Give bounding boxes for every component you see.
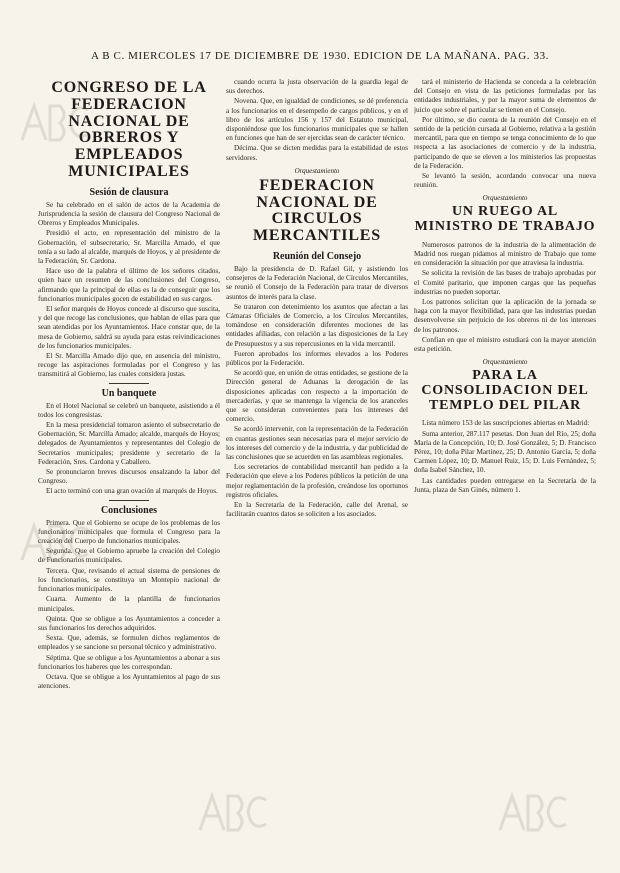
paragraph: Por último, se dio cuenta de la reunión del Consejo en el sentido de la petición cursada al Gobierno, relativa a la gestión mercantil, para que en tiempo se tenga conocimiento de lo que respecta a las asociaciones de comercio y de la industria, participando de que se eleven a los ministerios las propuestas de la Federación. <box>414 115 596 170</box>
paragraph: Numerosos patronos de la industria de la alimentación de Madrid nos ruegan pidamos al ministro de Trabajo que tome en consideración la situación por que atraviesa la industria. <box>414 240 596 268</box>
subhead-conclusiones: Conclusiones <box>100 504 158 516</box>
headline-circulos: FEDERACION NACIONAL DE CIRCULOS MERCANTILES <box>253 176 381 245</box>
paragraph: Se trataron con detenimiento los asuntos que afectan a las Cámaras Oficiales de Comercio, a los Círculos Mercantiles, tomándose en consideración diferentes mociones de las entidades afiliadas, con relación a las disposiciones de la Ley de Presupuestos y a sus repercusiones en la vida mercantil. <box>226 302 408 348</box>
paragraph: Octava. Que se obligue a los Ayuntamientos al pago de sus atenciones. <box>38 672 220 691</box>
rule-label: Orquestamiento <box>482 358 528 367</box>
paragraph: Los patronos solicitan que la aplicación de la jornada se haga con la mayor flexibilidad, para que las industrias puedan desenvolverse sin perjuicio de los obreros ni de los intereses de los patronos. <box>414 298 596 334</box>
paragraph: Lista número 153 de las suscripciones abiertas en Madrid: <box>422 419 590 428</box>
divider <box>109 500 149 501</box>
paragraph: Se levantó la sesión, acordando convocar una nueva reunión. <box>414 172 596 190</box>
paragraph: El señor marqués de Hoyos concede al discurso que suscita, y del que recoge las conclusiones, que hablan de ellas para que sean atendidas por los Ayuntamientos. Hace constar que, de la mesa de Gobierno, saldrá su ayuda para estas reivindicaciones de los funcionarios municipales. <box>38 305 220 350</box>
headline-ruego: UN RUEGO AL MINISTRO DE TRABAJO <box>414 204 596 235</box>
paragraph: Quinta. Que se obligue a los Ayuntamientos a conceder a sus funcionarios los derechos adquiridos. <box>38 614 220 632</box>
paragraph: tará el ministerio de Hacienda se conceda a la celebración del Consejo en vista de las peticiones formuladas por las entidades industriales, y por la mayor suma de elementos de juicio que sobre el particular se tienen en el Consejo. <box>414 78 596 114</box>
paragraph: Se pronunciaron breves discursos ensalzando la labor del Congreso. <box>38 468 220 486</box>
column-1 <box>38 78 220 848</box>
page-header: A B C. MIERCOLES 17 DE DICIEMBRE DE 1930. EDICION DE LA MAÑANA. PAG. 33. <box>90 50 550 62</box>
paragraph: Se solicita la revisión de las bases de trabajo aprobadas por el Comité paritario, que imponen cargas que las pequeñas industrias no pueden soportar. <box>414 269 596 296</box>
paragraph: Tercera. Que, revisando el actual sistema de pensiones de los funcionarios, se constituya un Montepío nacional de funcionarios municipales. <box>38 566 220 594</box>
paragraph: Se ha celebrado en el salón de actos de la Academia de Jurisprudencia la sesión de clausura del Congreso Nacional de Obreros y Empleados Municipales. <box>38 200 220 228</box>
paragraph: Bajo la presidencia de D. Rafael Gil, y asistiendo los consejeros de la Federación Nacional, de Círculos Mercantiles, se reunió el Consejo de la Federación para tratar de diversos asuntos de interés para la clase. <box>226 265 408 301</box>
paragraph: Suma anterior, 287.117 pesetas. Don Juan del Río, 25; doña María de la Concepción, 10; D. José González, 5; D. Francisco Pérez, 10; doña Pilar Martínez, 25; D. Antonio García, 5; doña Carmen López, 10; D. Manuel Ruiz, 15; D. Luis Fernández, 5; doña Isabel Sánchez, 10. <box>414 429 596 475</box>
paragraph: Los secretarios de contabilidad mercantil han pedido a la Federación que eleve a los Poderes públicos la petición de una mejor reglamentación de la profesión, creándose los oportunos registros oficiales. <box>226 463 408 499</box>
paragraph: Séptima. Que se obligue a los Ayuntamientos a abonar a sus funcionarios los haberes que les correspondan. <box>38 653 220 671</box>
subhead-banquete: Un banquete <box>101 387 157 399</box>
paragraph: Presidió el acto, en representación del ministro de la Gobernación, el subsecretario, Sr. Marcilla Amado, el que tenía a su lado al alcalde, marqués de Hoyos, y al presidente de la Federación, Sr. Cardona. <box>38 229 220 265</box>
paragraph: Sexta. Que, además, se formulen dichos reglamentos de empleados y se sancione su personal técnico y administrativo. <box>38 634 220 652</box>
paragraph: Las cantidades pueden entregarse en la Secretaría de la Junta, plaza de San Ginés, número 1. <box>414 476 596 494</box>
column-2 <box>226 78 408 848</box>
paragraph: Fueron aprobados los informes elevados a los Poderes públicos por la Federación. <box>226 349 408 368</box>
rule-label: Orquestamiento <box>482 194 528 203</box>
paragraph: El acto terminó con una gran ovación al marqués de Hoyos. <box>46 487 218 496</box>
paragraph: Confían en que el ministro estudiará con la mayor atención esta petición. <box>414 335 596 354</box>
divider <box>109 383 149 384</box>
paragraph: Hace uso de la palabra el último de los señores citados, quien hace un resumen de las conclusiones del Congreso, afirmando que la principal de ellas es la de conseguir que los funcionarios municipales gocen de estabilidad en sus cargos. <box>38 267 220 303</box>
subhead-sesion: Sesión de clausura <box>89 186 169 198</box>
paragraph: Se acordó intervenir, con la representación de la Federación en cuantas gestiones sean necesarias para el mejor servicio de los intereses del comercio y de la industria, y dar publicidad de las conclusiones que se acuerden en las asambleas regionales. <box>226 425 408 462</box>
paragraph: En la Secretaría de la Federación, calle del Arenal, se facilitarán cuantos datos se soliciten a los asociados. <box>226 501 408 519</box>
paragraph: En la mesa presidencial tomaron asiento el subsecretario de Gobernación, Sr. Marcilla Amado; alcalde, marqués de Hoyos; delegados de Ayuntamientos y representantes del Colegio de Secretarios municipales; presidente y secretario de la Federación, Sres. Cardona y Caballero. <box>38 421 220 466</box>
headline-pilar: PARA LA CONSOLIDACION DEL TEMPLO DEL PILAR <box>421 368 589 413</box>
rule-label: Orquestamiento <box>294 166 340 175</box>
paragraph: Novena. Que, en igualdad de condiciones, se dé preferencia a los funcionarios en el desempeño de cargos públicos, y en el libro de los artículos 156 y 157 del Estatuto municipal, disponiéndose que los funcionarios municipales que se hallen en funciones que han de ser ejercidas sean de carácter técnico. <box>226 97 408 143</box>
paragraph: Primera. Que el Gobierno se ocupe de los problemas de los funcionarios municipales que formula el Congreso para la creación del Cuerpo de funcionarios municipales. <box>38 518 220 546</box>
subhead-reunion: Reunión del Consejo <box>272 251 362 263</box>
paragraph: El Sr. Marcilla Amado dijo que, en ausencia del ministro, recoge las aspiraciones formuladas por el Congreso y las transmitirá al Gobierno, las cuales considera justas. <box>38 352 220 379</box>
headline-congreso: CONGRESO DE LA FEDERACION NACIONAL DE OBREROS Y EMPLEADOS MUNICIPALES <box>51 79 207 180</box>
paragraph: Segunda. Que el Gobierno apruebe la creación del Colegio de Funcionarios municipales. <box>38 547 220 565</box>
paragraph: Cuarta. Aumento de la plantilla de funcionarios municipales. <box>38 595 220 613</box>
paragraph: Décima. Que se dicten medidas para la estabilidad de estos servidores. <box>226 144 408 162</box>
paragraph: cuando ocurra la justa observación de la guardia legal de sus derechos. <box>226 78 408 96</box>
paragraph: En el Hotel Nacional se celebró un banquete, asistiendo a él todos los congresistas. <box>38 401 220 419</box>
column-3 <box>414 78 596 848</box>
paragraph: Se acordó que, en unión de otras entidades, se gestione de la Dirección general de Aduanas la derogación de las disposiciones aplicadas con respecto a la importación de mercaderías, y que se mantenga la vigencia de los aranceles que se consideran convenientes para los intereses del comercio. <box>226 369 408 424</box>
